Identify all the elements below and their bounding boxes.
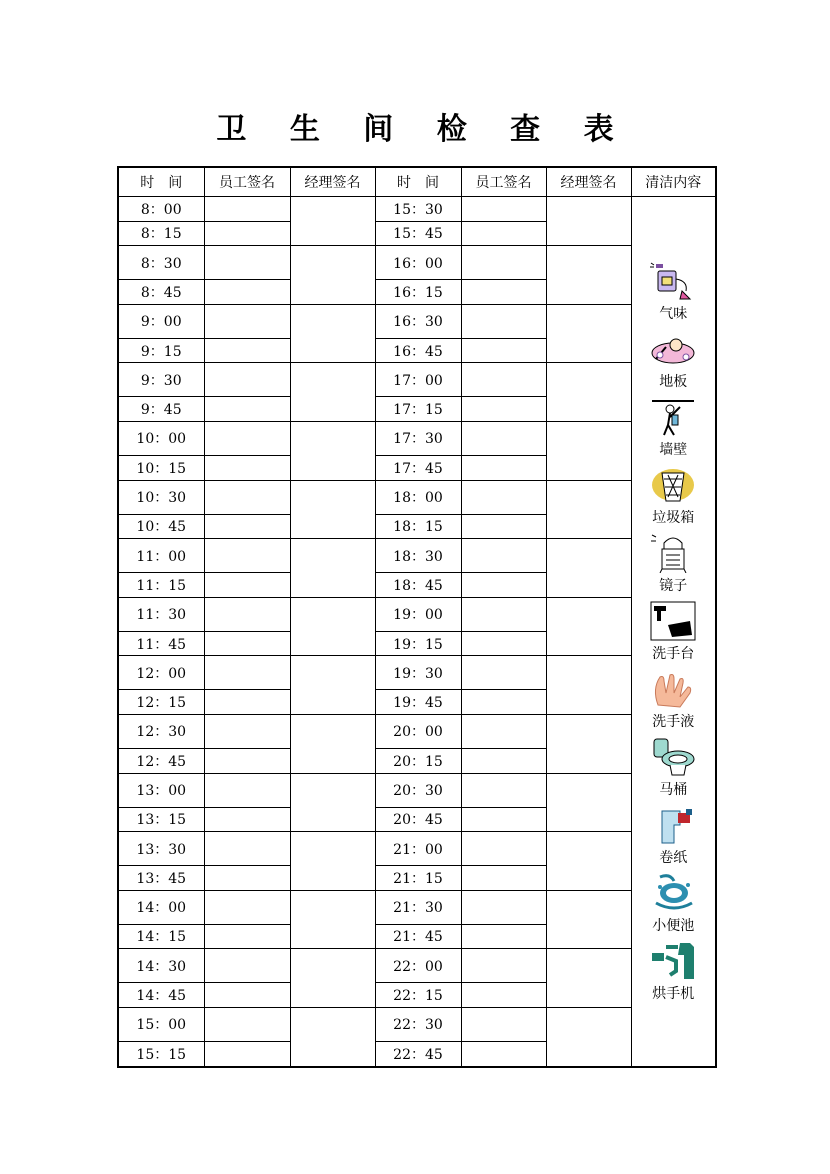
table-row	[118, 832, 716, 866]
staff-signature-cell-left[interactable]	[204, 924, 290, 949]
cleaning-item	[649, 805, 697, 867]
header-staff-signature-right: 员工签名	[461, 167, 546, 197]
header-cleaning-content: 清洁内容	[631, 167, 716, 197]
manager-signature-cell-left[interactable]	[290, 421, 375, 480]
table-row	[118, 246, 716, 280]
staff-signature-cell-left[interactable]	[204, 656, 290, 690]
table-row	[118, 656, 716, 690]
manager-signature-cell-left[interactable]	[290, 949, 375, 1008]
staff-signature-cell-left[interactable]	[204, 221, 290, 246]
hands-icon	[649, 669, 697, 709]
staff-signature-cell-left[interactable]	[204, 573, 290, 598]
toilet-icon	[649, 737, 697, 777]
time-cell-right: 19：45	[375, 690, 461, 715]
time-cell-left: 9：15	[118, 338, 204, 363]
cleaning-item-label: 卷纸	[659, 849, 688, 866]
time-cell-left: 8：00	[118, 197, 204, 222]
manager-signature-cell-left[interactable]	[290, 832, 375, 891]
staff-signature-cell-right[interactable]	[461, 304, 546, 338]
staff-signature-cell-left[interactable]	[204, 866, 290, 891]
header-manager-signature-right: 经理签名	[546, 167, 631, 197]
manager-signature-cell-right[interactable]	[546, 597, 631, 656]
table-row	[118, 421, 716, 455]
cleaning-item	[649, 465, 697, 527]
staff-signature-cell-right[interactable]	[461, 338, 546, 363]
hand-dryer-icon	[649, 941, 697, 981]
header-row	[118, 167, 716, 197]
time-cell-left: 13：15	[118, 807, 204, 832]
time-cell-right: 17：00	[375, 363, 461, 397]
manager-signature-cell-left[interactable]	[290, 539, 375, 598]
staff-signature-cell-left[interactable]	[204, 280, 290, 305]
time-cell-left: 12：00	[118, 656, 204, 690]
time-cell-right: 17：30	[375, 421, 461, 455]
cleaning-item-label: 马桶	[659, 781, 688, 798]
time-cell-right: 20：45	[375, 807, 461, 832]
cleaning-content-column	[631, 197, 716, 1068]
staff-signature-cell-left[interactable]	[204, 714, 290, 748]
cleaning-item	[649, 601, 697, 663]
time-cell-left: 10：45	[118, 514, 204, 539]
cleaning-item-list	[632, 261, 716, 1003]
staff-signature-cell-right[interactable]	[461, 280, 546, 305]
time-cell-right: 15：30	[375, 197, 461, 222]
staff-signature-cell-right[interactable]	[461, 1007, 546, 1041]
cleaning-item-label: 洗手液	[652, 713, 695, 730]
manager-signature-cell-left[interactable]	[290, 304, 375, 363]
staff-signature-cell-left[interactable]	[204, 363, 290, 397]
manager-signature-cell-right[interactable]	[546, 197, 631, 246]
time-cell-right: 17：15	[375, 397, 461, 422]
cleaning-item	[649, 669, 697, 731]
manager-signature-cell-left[interactable]	[290, 246, 375, 305]
time-cell-left: 13：30	[118, 832, 204, 866]
time-cell-right: 16：30	[375, 304, 461, 338]
staff-signature-cell-right[interactable]	[461, 890, 546, 924]
staff-signature-cell-left[interactable]	[204, 514, 290, 539]
table-row	[118, 714, 716, 748]
cleaning-item	[649, 737, 697, 799]
staff-signature-cell-left[interactable]	[204, 455, 290, 480]
cleaning-item	[649, 397, 697, 459]
washbasin-tap-icon	[649, 601, 697, 641]
toilet-paper-icon	[649, 805, 697, 845]
table-row	[118, 949, 716, 983]
time-cell-left: 8：15	[118, 221, 204, 246]
time-cell-right: 15：45	[375, 221, 461, 246]
time-cell-right: 20：30	[375, 773, 461, 807]
table-row	[118, 480, 716, 514]
manager-signature-cell-left[interactable]	[290, 773, 375, 832]
staff-signature-cell-right[interactable]	[461, 748, 546, 773]
staff-signature-cell-left[interactable]	[204, 480, 290, 514]
manager-signature-cell-right[interactable]	[546, 539, 631, 598]
cleaning-item	[649, 941, 697, 1003]
time-cell-left: 13：45	[118, 866, 204, 891]
staff-signature-cell-right[interactable]	[461, 1042, 546, 1067]
time-cell-right: 18：45	[375, 573, 461, 598]
time-cell-left: 9：45	[118, 397, 204, 422]
staff-signature-cell-left[interactable]	[204, 748, 290, 773]
table-row	[118, 597, 716, 631]
manager-signature-cell-right[interactable]	[546, 656, 631, 715]
staff-signature-cell-right[interactable]	[461, 773, 546, 807]
cleaning-item	[649, 873, 697, 935]
header-manager-signature-left: 经理签名	[290, 167, 375, 197]
staff-signature-cell-left[interactable]	[204, 1042, 290, 1067]
cleaning-item-label: 烘手机	[652, 985, 695, 1002]
manager-signature-cell-left[interactable]	[290, 890, 375, 949]
staff-signature-cell-left[interactable]	[204, 597, 290, 631]
time-cell-right: 21：30	[375, 890, 461, 924]
manager-signature-cell-left[interactable]	[290, 656, 375, 715]
time-cell-left: 10：30	[118, 480, 204, 514]
staff-signature-cell-left[interactable]	[204, 690, 290, 715]
time-cell-right: 22：45	[375, 1042, 461, 1067]
floor-mopping-icon	[649, 329, 697, 369]
staff-signature-cell-right[interactable]	[461, 455, 546, 480]
staff-signature-cell-right[interactable]	[461, 832, 546, 866]
cleaning-item-label: 洗手台	[652, 645, 695, 662]
table-row	[118, 890, 716, 924]
time-cell-left: 12：30	[118, 714, 204, 748]
staff-signature-cell-left[interactable]	[204, 421, 290, 455]
staff-signature-cell-right[interactable]	[461, 807, 546, 832]
time-cell-right: 18：30	[375, 539, 461, 573]
staff-signature-cell-left[interactable]	[204, 197, 290, 222]
manager-signature-cell-right[interactable]	[546, 714, 631, 773]
staff-signature-cell-right[interactable]	[461, 573, 546, 598]
time-cell-right: 19：00	[375, 597, 461, 631]
time-cell-left: 11：45	[118, 631, 204, 656]
manager-signature-cell-right[interactable]	[546, 363, 631, 422]
manager-signature-cell-right[interactable]	[546, 890, 631, 949]
time-cell-right: 18：15	[375, 514, 461, 539]
cleaning-item-label: 气味	[659, 305, 688, 322]
time-cell-left: 10：00	[118, 421, 204, 455]
table-row	[118, 363, 716, 397]
staff-signature-cell-left[interactable]	[204, 773, 290, 807]
manager-signature-cell-right[interactable]	[546, 304, 631, 363]
manager-signature-cell-left[interactable]	[290, 1007, 375, 1067]
staff-signature-cell-right[interactable]	[461, 597, 546, 631]
manager-signature-cell-left[interactable]	[290, 597, 375, 656]
staff-signature-cell-left[interactable]	[204, 1007, 290, 1041]
urinal-icon	[649, 873, 697, 913]
staff-signature-cell-right[interactable]	[461, 514, 546, 539]
staff-signature-cell-right[interactable]	[461, 690, 546, 715]
staff-signature-cell-left[interactable]	[204, 338, 290, 363]
page-title: 卫 生 间 检 查 表	[216, 112, 631, 147]
time-cell-left: 9：00	[118, 304, 204, 338]
cleaning-item-label: 垃圾箱	[652, 509, 695, 526]
time-cell-right: 21：00	[375, 832, 461, 866]
staff-signature-cell-left[interactable]	[204, 890, 290, 924]
time-cell-right: 22：15	[375, 983, 461, 1008]
time-cell-right: 20：15	[375, 748, 461, 773]
time-cell-right: 17：45	[375, 455, 461, 480]
time-cell-left: 14：45	[118, 983, 204, 1008]
cleaning-item-label: 镜子	[659, 577, 688, 594]
table-row	[118, 773, 716, 807]
time-cell-right: 16：15	[375, 280, 461, 305]
staff-signature-cell-right[interactable]	[461, 363, 546, 397]
staff-signature-cell-left[interactable]	[204, 304, 290, 338]
time-cell-left: 12：45	[118, 748, 204, 773]
manager-signature-cell-right[interactable]	[546, 1007, 631, 1067]
time-cell-left: 11：15	[118, 573, 204, 598]
manager-signature-cell-left[interactable]	[290, 363, 375, 422]
staff-signature-cell-right[interactable]	[461, 221, 546, 246]
manager-signature-cell-right[interactable]	[546, 246, 631, 305]
staff-signature-cell-left[interactable]	[204, 246, 290, 280]
time-cell-left: 14：30	[118, 949, 204, 983]
cleaning-item-label: 墙壁	[659, 441, 688, 458]
vanity-mirror-icon	[649, 533, 697, 573]
cleaning-item	[649, 261, 697, 323]
staff-signature-cell-left[interactable]	[204, 983, 290, 1008]
manager-signature-cell-left[interactable]	[290, 197, 375, 246]
manager-signature-cell-right[interactable]	[546, 949, 631, 1008]
table-row	[118, 1007, 716, 1041]
time-cell-right: 16：45	[375, 338, 461, 363]
staff-signature-cell-left[interactable]	[204, 397, 290, 422]
trash-bin-icon	[649, 465, 697, 505]
time-cell-left: 11：00	[118, 539, 204, 573]
perfume-bottle-icon	[649, 261, 697, 301]
header-time-right: 时 间	[375, 167, 461, 197]
staff-signature-cell-right[interactable]	[461, 246, 546, 280]
table-row	[118, 539, 716, 573]
staff-signature-cell-right[interactable]	[461, 421, 546, 455]
inspection-table	[117, 166, 717, 1068]
time-cell-right: 22：30	[375, 1007, 461, 1041]
staff-signature-cell-right[interactable]	[461, 539, 546, 573]
time-cell-right: 19：30	[375, 656, 461, 690]
time-cell-left: 8：45	[118, 280, 204, 305]
staff-signature-cell-right[interactable]	[461, 480, 546, 514]
time-cell-left: 13：00	[118, 773, 204, 807]
staff-signature-cell-right[interactable]	[461, 656, 546, 690]
manager-signature-cell-left[interactable]	[290, 480, 375, 539]
time-cell-right: 21：45	[375, 924, 461, 949]
time-cell-left: 11：30	[118, 597, 204, 631]
manager-signature-cell-right[interactable]	[546, 773, 631, 832]
time-cell-left: 10：15	[118, 455, 204, 480]
staff-signature-cell-left[interactable]	[204, 949, 290, 983]
time-cell-left: 12：15	[118, 690, 204, 715]
staff-signature-cell-left[interactable]	[204, 832, 290, 866]
staff-signature-cell-right[interactable]	[461, 197, 546, 222]
cleaning-item-label: 地板	[659, 373, 688, 390]
wall-cleaner-icon	[649, 397, 697, 437]
header-staff-signature-left: 员工签名	[204, 167, 290, 197]
staff-signature-cell-right[interactable]	[461, 714, 546, 748]
time-cell-left: 14：00	[118, 890, 204, 924]
staff-signature-cell-right[interactable]	[461, 949, 546, 983]
table-row	[118, 197, 716, 222]
time-cell-left: 9：30	[118, 363, 204, 397]
staff-signature-cell-left[interactable]	[204, 631, 290, 656]
staff-signature-cell-right[interactable]	[461, 866, 546, 891]
time-cell-right: 20：00	[375, 714, 461, 748]
staff-signature-cell-right[interactable]	[461, 924, 546, 949]
time-cell-left: 8：30	[118, 246, 204, 280]
staff-signature-cell-right[interactable]	[461, 397, 546, 422]
table-row	[118, 304, 716, 338]
cleaning-item	[649, 533, 697, 595]
time-cell-right: 22：00	[375, 949, 461, 983]
time-cell-left: 15：15	[118, 1042, 204, 1067]
header-time-left: 时 间	[118, 167, 204, 197]
cleaning-item	[649, 329, 697, 391]
staff-signature-cell-right[interactable]	[461, 631, 546, 656]
time-cell-right: 21：15	[375, 866, 461, 891]
time-cell-right: 18：00	[375, 480, 461, 514]
manager-signature-cell-right[interactable]	[546, 421, 631, 480]
time-cell-right: 19：15	[375, 631, 461, 656]
staff-signature-cell-left[interactable]	[204, 807, 290, 832]
time-cell-right: 16：00	[375, 246, 461, 280]
staff-signature-cell-left[interactable]	[204, 539, 290, 573]
time-cell-left: 14：15	[118, 924, 204, 949]
manager-signature-cell-right[interactable]	[546, 832, 631, 891]
staff-signature-cell-right[interactable]	[461, 983, 546, 1008]
manager-signature-cell-right[interactable]	[546, 480, 631, 539]
time-cell-left: 15：00	[118, 1007, 204, 1041]
manager-signature-cell-left[interactable]	[290, 714, 375, 773]
cleaning-item-label: 小便池	[652, 917, 695, 934]
